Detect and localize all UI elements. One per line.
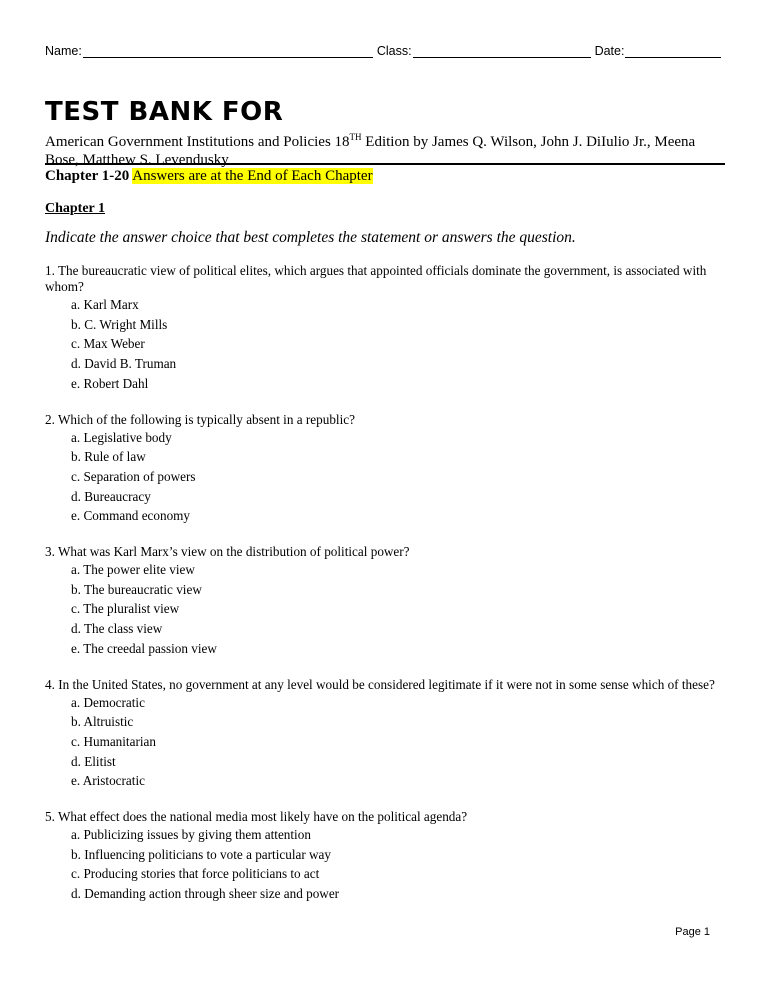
- name-field[interactable]: [45, 44, 373, 58]
- answer-option: d. Demanding action through sheer size and power: [71, 886, 340, 902]
- student-info-header: [45, 44, 725, 58]
- name-label: Name:: [45, 44, 82, 58]
- answer-option: a. The power elite view: [71, 562, 195, 578]
- document-title: TEST BANK FOR: [45, 97, 284, 127]
- answer-option: d. The class view: [71, 621, 163, 637]
- answers-note: Answers are at the End of Each Chapter: [132, 168, 373, 184]
- class-field[interactable]: [377, 44, 591, 58]
- answer-option: e. Robert Dahl: [71, 375, 149, 391]
- answer-option: b. Influencing politicians to vote a particular way: [71, 846, 332, 862]
- question-item: [45, 263, 725, 394]
- date-label: Date:: [594, 44, 625, 58]
- answer-option: b. Rule of law: [71, 449, 146, 465]
- answer-option: d. David B. Truman: [71, 356, 177, 372]
- page-number: Page 1: [675, 926, 710, 938]
- answer-option: d. Elitist: [71, 753, 116, 769]
- answer-option: a. Legislative body: [71, 429, 172, 445]
- question-text: 4. In the United States, no government at any level would be considered legitimate if it were not in some sense which of these?: [45, 676, 715, 692]
- answer-option: a. Publicizing issues by giving them attention: [71, 827, 311, 843]
- date-blank[interactable]: [625, 44, 721, 58]
- subtitle-text: American Government Institutions and Policies 18: [45, 134, 350, 150]
- question-text: 5. What effect does the national media most likely have on the political agenda?: [45, 809, 468, 825]
- answer-option: d. Bureaucracy: [71, 488, 151, 504]
- question-item: [45, 677, 725, 792]
- date-field[interactable]: [595, 44, 722, 58]
- title-divider: [45, 163, 725, 165]
- answer-option: b. C. Wright Mills: [71, 316, 168, 332]
- question-text: 2. Which of the following is typically absent in a republic?: [45, 411, 355, 427]
- subtitle-text-rest: Edition by James Q. Wilson, John J. DiIulio Jr., Meena Bose, Matthew S. Levendusky: [45, 134, 696, 168]
- chapter-range: Chapter 1-20: [45, 168, 130, 184]
- subtitle-superscript: TH: [349, 132, 362, 142]
- answer-option: c. The pluralist view: [71, 601, 180, 617]
- question-text: 3. What was Karl Marx’s view on the distribution of political power?: [45, 544, 410, 560]
- answer-option: c. Producing stories that force politicians to act: [71, 866, 320, 882]
- question-list: [45, 263, 725, 922]
- answer-option: c. Humanitarian: [71, 733, 156, 749]
- answer-option: e. Command economy: [71, 508, 191, 524]
- chapter-heading: Chapter 1: [45, 201, 106, 216]
- answer-option: e. Aristocratic: [71, 773, 145, 789]
- class-blank[interactable]: [413, 44, 591, 58]
- question-item: [45, 809, 725, 904]
- instructions: Indicate the answer choice that best completes the statement or answers the question.: [45, 229, 576, 246]
- answer-option: e. The creedal passion view: [71, 640, 217, 656]
- answer-option: b. The bureaucratic view: [71, 581, 202, 597]
- answer-option: b. Altruistic: [71, 714, 134, 730]
- question-item: [45, 544, 725, 659]
- question-text: 1. The bureaucratic view of political elites, which argues that appointed officials dominate the government, is associated with whom?: [45, 263, 707, 294]
- answer-option: a. Democratic: [71, 694, 145, 710]
- answer-option: c. Separation of powers: [71, 468, 196, 484]
- name-blank[interactable]: [83, 44, 373, 58]
- answer-option: a. Karl Marx: [71, 297, 139, 312]
- class-label: Class:: [376, 44, 412, 58]
- question-item: [45, 412, 725, 527]
- chapter-range-line: [45, 167, 373, 185]
- answer-option: c. Max Weber: [71, 336, 145, 352]
